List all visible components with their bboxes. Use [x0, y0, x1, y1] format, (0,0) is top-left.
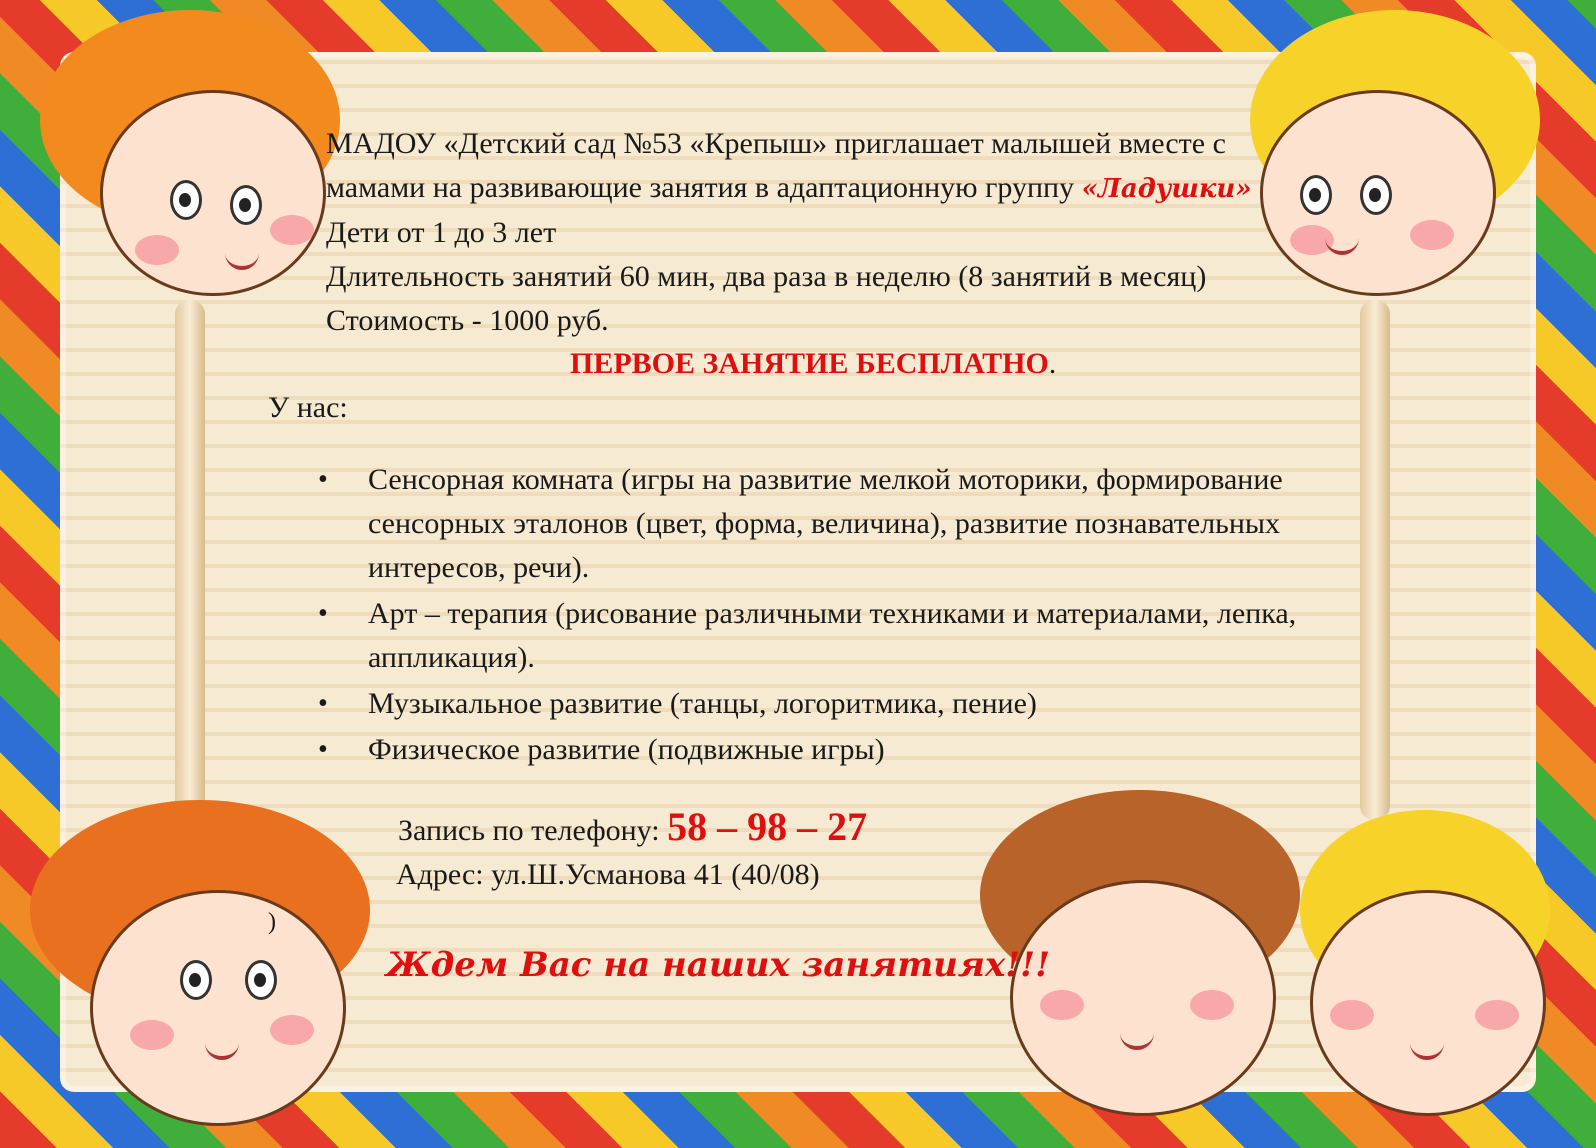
- list-item: • Музыкальное развитие (танцы, логоритмика, пение): [318, 682, 1388, 726]
- intro-line-2: [326, 166, 1252, 211]
- stray-paren: ): [268, 909, 276, 935]
- intro-line-2-text: мамами на развивающие занятия в адаптационную группу: [326, 171, 1082, 204]
- free-lesson-banner: ПЕРВОЕ ЗАНЯТИЕ БЕСПЛАТНО: [570, 347, 1049, 380]
- age-range: Дети от 1 до 3 лет: [326, 216, 557, 249]
- free-lesson-line: [570, 342, 1056, 386]
- we-have-heading: У нас:: [268, 391, 348, 424]
- price: Стоимость - 1000 руб.: [326, 304, 609, 337]
- kid-bottom-left-illustration: [30, 800, 390, 1140]
- kid-top-left-illustration: [40, 10, 340, 310]
- group-name: «Ладушки»: [1081, 174, 1252, 204]
- features-list: [318, 458, 1388, 772]
- address: Адрес: ул.Ш.Усманова 41 (40/08): [396, 858, 820, 891]
- phone-line: [398, 800, 867, 858]
- phone-number: 58 – 98 – 27: [667, 804, 868, 849]
- kid-top-right-illustration: [1230, 10, 1550, 300]
- list-item: • Арт – терапия (рисование различными техниками и материалами, лепка, аппликация).: [318, 592, 1388, 680]
- free-lesson-dot: .: [1048, 347, 1057, 380]
- lesson-duration: Длительность занятий 60 мин, два раза в неделю (8 занятий в месяц): [326, 260, 1207, 293]
- intro-line-1: МАДОУ «Детский сад №53 «Крепыш» приглашает малышей вместе с: [326, 127, 1226, 160]
- list-item: • Сенсорная комната (игры на развитие мелкой моторики, формирование сенсорных эталонов (цвет, форма, величина), развитие познавательных интересов, речи).: [318, 458, 1388, 590]
- phone-label: Запись по телефону:: [398, 814, 668, 847]
- list-item: • Физическое развитие (подвижные игры): [318, 728, 1388, 772]
- closing-invitation: Ждем Вас на наших занятиях!!!: [386, 945, 1050, 985]
- scroll-edge-left: [175, 300, 205, 820]
- kid-bottom-right-illustration: [1300, 810, 1560, 1130]
